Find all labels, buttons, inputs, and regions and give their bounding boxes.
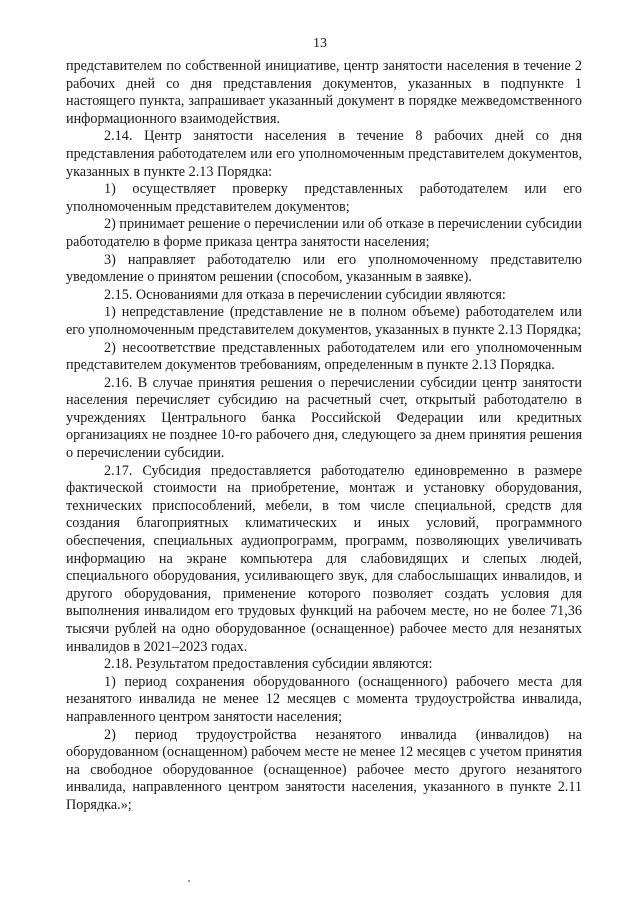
paragraph-2-17: 2.17. Субсидия предоставляется работодателю единовременно в размере фактической стоимости на приобретение, монтаж и установку оборудования, технических приспособлений, мебели, в том числе специальной, средств для создания благоприятных климатических и иных условий, программного обеспечения, специальных аудиопрограмм, программ, позволяющих увеличивать информацию на экране компьютера для слабовидящих и слепых людей, специального оборудования, усиливающего звук, для слабослышащих инвалидов, и другого оборудования, применение которого позволяет создать условия для выполнения инвалидом его трудовых функций на рабочем месте, но не более 71,36 тысячи рублей на одно оборудованное (оснащенное) рабочее место для незанятых инвалидов в 2021–2023 годах. bbox=[66, 462, 582, 655]
paragraph-2-16: 2.16. В случае принятия решения о перечислении субсидии центр занятости населения перечисляет субсидию на расчетный счет, открытый работодателю в учреждениях Центрального банка Российской Федерации или кредитных организациях не позднее 10-го рабочего дня, следующего за днем принятия решения о перечислении субсидии. bbox=[66, 374, 582, 462]
page-number: 13 bbox=[313, 36, 327, 51]
list-item-2-15-1: 1) непредставление (представление не в полном объеме) работодателем или его уполномоченным представителем документов, указанных в пункте 2.13 Порядка; bbox=[66, 304, 582, 338]
list-item-2-18-2: 2) период трудоустройства незанятого инвалида (инвалидов) на оборудованном (оснащенном) рабочем месте не менее 12 месяцев с учетом принятия на свободное оборудованное (оснащенное) рабочее место другого незанятого инвалида, направленного центром занятости населения, указанного в пункте 2.11 Порядка.»; bbox=[66, 726, 582, 813]
paragraph-2-15: 2.15. Основаниями для отказа в перечислении субсидии являются: bbox=[104, 286, 506, 303]
list-item-2-14-2: 2) принимает решение о перечислении или об отказе в перечислении субсидии работодателю в форме приказа центра занятости населения; bbox=[66, 216, 582, 250]
list-item-2-14-1: 1) осуществляет проверку представленных работодателем или его уполномоченным представителем документов; bbox=[66, 181, 582, 215]
list-item-2-14-3: 3) направляет работодателю или его уполномоченному представителю уведомление о принятом решении (способом, указанным в заявке). bbox=[66, 251, 582, 286]
document-body bbox=[66, 58, 582, 815]
paragraph-2-14: 2.14. Центр занятости населения в течение 8 рабочих дней со дня представления работодателем или его уполномоченным представителем документов, указанных в пункте 2.13 Порядка: bbox=[66, 128, 582, 180]
list-item-2-18-1: 1) период сохранения оборудованного (оснащенного) рабочего места для незанятого инвалида не менее 12 месяцев с момента трудоустройства инвалида, направленного центром занятости населения; bbox=[66, 673, 582, 725]
scan-speck bbox=[188, 880, 190, 882]
paragraph-continuation: представителем по собственной инициативе, центр занятости населения в течение 2 рабочих дней со дня представления документов, указанных в подпункте 1 настоящего пункта, запрашивает указанный документ в порядке межведомственного информационного взаимодействия. bbox=[66, 58, 582, 127]
paragraph-2-18: 2.18. Результатом предоставления субсидии являются: bbox=[104, 656, 433, 673]
list-item-2-15-2: 2) несоответствие представленных работодателем или его уполномоченным представителем документов требованиям, определенным в пункте 2.13 Порядка. bbox=[66, 339, 582, 374]
